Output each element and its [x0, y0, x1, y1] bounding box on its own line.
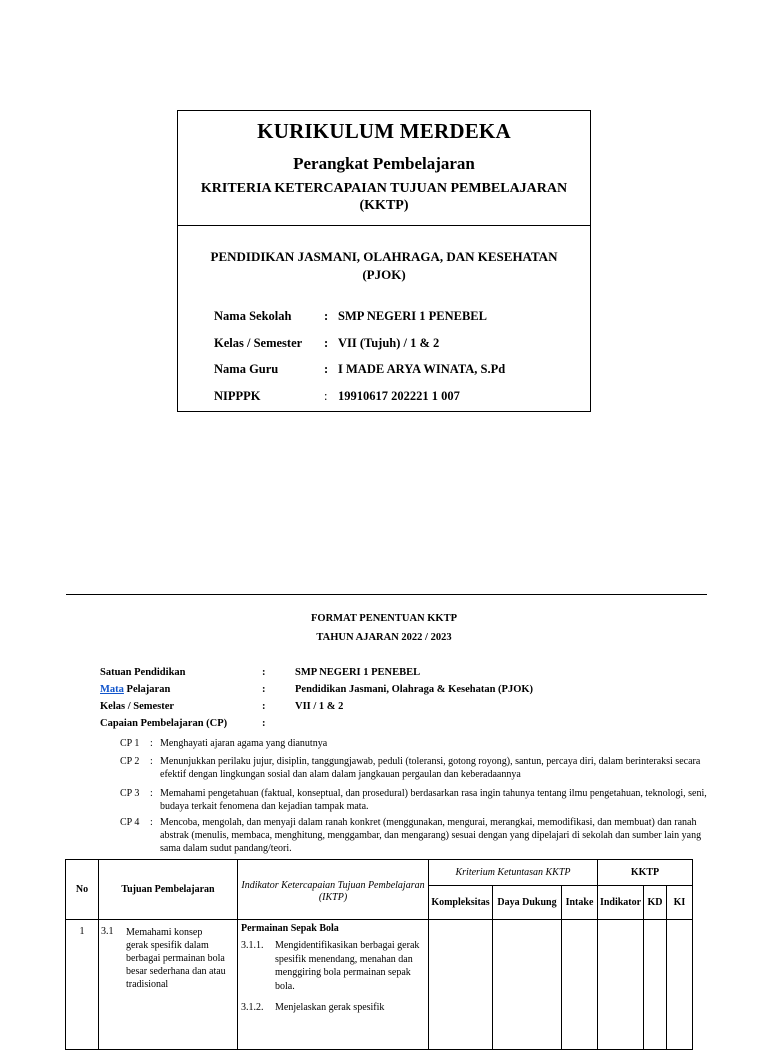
- iktp-text: Mengidentifikasikan berbagai gerak spesifik menendang, menahan dan menggiring bola permainan sepak bola.: [275, 940, 420, 992]
- cell-ki: [667, 920, 693, 1050]
- header-ki: KI: [667, 886, 693, 920]
- iktp-code: 3.1.2.: [241, 1002, 264, 1013]
- cp-code: CP 4: [120, 817, 140, 828]
- cp-colon: :: [150, 817, 153, 828]
- iktp-cell: [238, 920, 429, 1050]
- info-label: Nama Sekolah: [214, 309, 292, 323]
- info-label: NIPPPK: [214, 388, 261, 403]
- meta-label: Capaian Pembelajaran (CP): [100, 718, 228, 729]
- meta-value: Pendidikan Jasmani, Olahraga & Kesehatan (PJOK): [295, 684, 534, 695]
- header-iktp: [238, 860, 429, 920]
- tp-text: Memahami konsep gerak spesifik dalam berbagai permainan bola besar sederhana dan atau tradisional: [126, 927, 226, 990]
- cover-title: KURIKULUM MERDEKA: [257, 119, 511, 143]
- cell-daya-dukung: [493, 920, 562, 1050]
- info-colon: :: [324, 309, 329, 323]
- cp-text: Menunjukkan perilaku jujur, disiplin, tanggungjawab, peduli (toleransi, gotong royong), santun, percaya diri, dalam berinteraksi secara efektif dengan lingkungan sosial dan alam dalam jangkauan pergaulan dan keberadaannya: [160, 756, 701, 780]
- header-no: No: [66, 860, 99, 920]
- meta-label: [100, 684, 170, 695]
- cover-doc-type: KRITERIA KETERCAPAIAN TUJUAN PEMBELAJARAN (KKTP): [200, 181, 568, 213]
- meta-colon: :: [262, 718, 266, 729]
- cell-indikator: [598, 920, 644, 1050]
- format-year: TAHUN AJARAN 2022 / 2023: [316, 632, 452, 643]
- meta-colon: :: [262, 667, 266, 678]
- cover-subject: PENDIDIKAN JASMANI, OLAHRAGA, DAN KESEHATAN (PJOK): [210, 249, 558, 282]
- meta-colon: :: [262, 701, 266, 712]
- iktp-code: 3.1.1.: [241, 940, 264, 951]
- info-colon: :: [324, 362, 329, 376]
- cp-colon: :: [150, 738, 153, 749]
- format-title: FORMAT PENENTUAN KKTP: [310, 613, 458, 624]
- info-value: VII (Tujuh) / 1 & 2: [338, 335, 440, 350]
- tp-cell: [99, 920, 238, 1050]
- info-value: SMP NEGERI 1 PENEBEL: [338, 309, 487, 323]
- header-intake: Intake: [562, 886, 598, 920]
- iktp-text: Menjelaskan gerak spesifik: [275, 1002, 385, 1013]
- meta-colon: :: [262, 684, 266, 695]
- cp-code: CP 2: [120, 756, 140, 767]
- cp-colon: :: [150, 756, 153, 767]
- header-kriterium-text: Kriterium Ketuntasan KKTP: [455, 866, 571, 878]
- header-kriterium: [429, 860, 598, 886]
- cp-text: Memahami pengetahuan (faktual, konseptual, dan prosedural) berdasarkan rasa ingin tahunya tentang ilmu pengetahuan, teknologi, seni, budaya terkait fenomena dan kejadian tampak mata.: [160, 788, 707, 812]
- table-row: [66, 920, 693, 1050]
- info-label: Nama Guru: [214, 362, 279, 376]
- row-number: 1: [66, 920, 99, 1050]
- meta-label: Satuan Pendidikan: [100, 667, 186, 678]
- info-label: Kelas / Semester: [214, 335, 303, 350]
- cp-text: Mencoba, mengolah, dan menyaji dalam ranah konkret (menggunakan, mengurai, merangkai, memodifikasi, dan membuat) dan ranah abstrak (menulis, membaca, menghitung, menggambar, dan mengarang) sesuai dengan yang dipelajari di sekolah dan sumber lain yang sama dalam sudut pandang/teori.: [160, 817, 702, 854]
- cp-code: CP 3: [120, 788, 140, 799]
- kktp-table: [65, 859, 693, 1050]
- meta-label: Kelas / Semester: [100, 701, 175, 712]
- cell-kd: [644, 920, 667, 1050]
- info-colon: :: [324, 335, 329, 350]
- header-kompleksitas: Kompleksitas: [429, 886, 493, 920]
- section-divider: [66, 594, 707, 595]
- info-value: I MADE ARYA WINATA, S.Pd: [338, 362, 506, 376]
- cp-text: Menghayati ajaran agama yang dianutnya: [160, 738, 328, 749]
- header-daya-dukung: Daya Dukung: [493, 886, 562, 920]
- header-iktp-text: Indikator Ketercapaian Tujuan Pembelajaran (IKTP): [241, 880, 425, 903]
- mata-link[interactable]: Mata: [100, 684, 124, 695]
- header-kktp: KKTP: [598, 860, 693, 886]
- cell-kompleksitas: [429, 920, 493, 1050]
- header-indikator: Indikator: [598, 886, 644, 920]
- cover-box: [177, 110, 591, 412]
- cp-colon: :: [150, 788, 153, 799]
- cover-header: [178, 111, 590, 226]
- cover-subtitle: Perangkat Pembelajaran: [293, 154, 475, 173]
- meta-value: VII / 1 & 2: [295, 701, 344, 712]
- header-tp: Tujuan Pembelajaran: [99, 860, 238, 920]
- meta-label-rest: Pelajaran: [123, 684, 171, 695]
- header-kd: KD: [644, 886, 667, 920]
- cell-intake: [562, 920, 598, 1050]
- cp-code: CP 1: [120, 738, 140, 749]
- tp-code: 3.1: [101, 926, 114, 937]
- info-colon: :: [324, 388, 328, 403]
- iktp-heading: Permainan Sepak Bola: [241, 923, 339, 934]
- meta-value: SMP NEGERI 1 PENEBEL: [295, 667, 421, 678]
- info-value: 19910617 202221 1 007: [338, 388, 460, 403]
